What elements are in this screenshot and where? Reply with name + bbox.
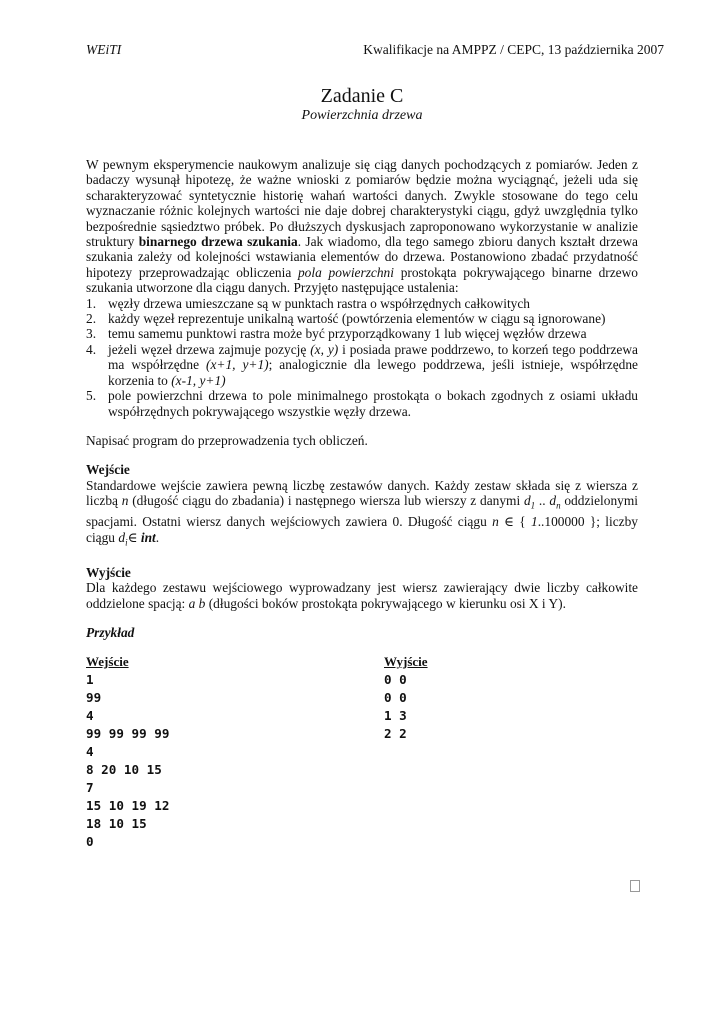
intro-bold-term: binarnego drzewa szukania [138, 234, 298, 250]
range-start: 1 [530, 514, 538, 530]
example-input-line: 1 [86, 672, 94, 688]
spacer [86, 640, 638, 653]
input-text: ..100000 }; liczby ciągu [86, 514, 638, 545]
header-institution: WEiTI [86, 42, 122, 57]
example-input-line: 4 [86, 744, 94, 760]
spacer [86, 448, 638, 462]
intro-text-3: prostokąta pokrywającego binarne drzewo szukania utworzone dla ciągu danych. Przyjęto następujące ustalenia: [86, 264, 638, 296]
example-input-line: 4 [86, 708, 94, 724]
rule-coord: (x, y) [310, 341, 339, 357]
intro-italic-term: pola powierzchni [297, 264, 394, 280]
example-columns [86, 653, 638, 853]
example-input-heading: Wejście [86, 654, 129, 670]
rule-coord: (x-1, y+1) [171, 372, 226, 388]
output-heading: Wyjście [86, 564, 131, 580]
var-d: d [523, 493, 531, 509]
rule-text: ; analogicznie dla lewego poddrzewa, jeśli istnieje, współrzędne korzenia to [108, 357, 638, 388]
problem-subtitle: Powierzchnia drzewa [301, 108, 423, 123]
var-d: d [118, 529, 126, 545]
output-text: (długości boków prostokąta pokrywającego w kierunku osi X i Y). [205, 595, 566, 611]
rule-item [86, 388, 638, 419]
input-heading: Wejście [86, 462, 130, 478]
example-output-column [384, 653, 428, 743]
rule-coord: (x+1, y+1) [206, 357, 269, 373]
rule-text: jeżeli węzeł drzewa zajmuje pozycję [108, 341, 311, 357]
example-output-line: 2 2 [384, 726, 407, 742]
example-output-heading: Wyjście [384, 654, 428, 670]
rule-item [86, 296, 638, 311]
rule-number: 5. [86, 388, 97, 404]
example-input-line: 99 99 99 99 [86, 726, 170, 742]
spacer [86, 419, 638, 433]
rules-list [86, 296, 638, 419]
input-text: Standardowe wejście zawiera pewną liczbę zestawów danych. Każdy zestaw składa się z wiersza z liczbą [86, 477, 638, 509]
output-description [86, 580, 638, 611]
var-sub: i [125, 537, 128, 548]
example-input-line: 15 10 19 12 [86, 798, 170, 814]
rule-number: 2. [86, 311, 97, 327]
intro-text-1: W pewnym eksperymencie naukowym analizuje się ciąg danych pochodzących z pomiarów. Jeden z badaczy wysunął hipotezę, że ważne wnioski z pomiarów będzie można wyciągnąć, jeżeli uda się scharakteryzować syntetycznie historię wahań wartości danych. Zwykle stosowane do tego celu wyznaczanie różnic kolejnych wartości nie daje dobrej charakterystyki ciągu, gdyż uwzględnia tylko bezpośrednie sąsiedztwo próbek. Po dłuższych dyskusjach zaproponowano wykorzystanie w analizie struktury [86, 157, 638, 250]
example-input-line: 8 20 10 15 [86, 762, 162, 778]
problem-body [86, 157, 638, 853]
input-text: oddzielonymi spacjami. Ostatni wiersz danych wejściowych zawiera 0. Długość ciągu [86, 493, 638, 530]
example-output-line: 1 3 [384, 708, 407, 724]
example-input-line: 99 [86, 690, 102, 706]
example-input-line: 0 [86, 834, 94, 850]
spacer [86, 551, 638, 565]
task-statement: Napisać program do przeprowadzenia tych obliczeń. [86, 432, 368, 448]
example-input-line: 18 10 15 [86, 816, 147, 832]
intro-paragraph [86, 157, 638, 296]
rule-item [86, 342, 638, 388]
output-text: Dla każdego zestawu wejściowego wyprowadzany jest wiersz zawierający dwie liczby całkowite oddzielone spacją: [86, 580, 638, 611]
var-n: n [492, 514, 499, 530]
rule-number: 1. [86, 295, 97, 311]
var-sub: 1 [530, 500, 536, 511]
example-output-line: 0 0 [384, 690, 407, 706]
header-event-date: Kwalifikacje na AMPPZ / CEPC, 13 października 2007 [363, 42, 664, 57]
rule-text: temu samemu punktowi rastra może być przyporządkowany 1 lub więcej węzłów drzewa [108, 326, 587, 342]
rule-item [86, 326, 638, 341]
rule-text: każdy węzeł reprezentuje unikalną wartość (powtórzenia elementów w ciągu są ignorowane) [108, 311, 606, 327]
page-marker-icon [630, 880, 640, 892]
rule-text: węzły drzewa umieszczane są w punktach rastra o współrzędnych całkowitych [108, 295, 531, 311]
problem-title: Zadanie C [320, 85, 404, 107]
example-input-line: 7 [86, 780, 94, 796]
input-text: ∈ [127, 529, 141, 545]
rule-item [86, 311, 638, 326]
example-output-line: 0 0 [384, 672, 407, 688]
example-input-column [86, 653, 169, 851]
type-int: int [140, 529, 156, 545]
spacer [86, 611, 638, 625]
rule-text: i posiada prawe poddrzewo, to korzeń tego poddrzewa ma współrzędne [108, 341, 638, 373]
input-text: (długość ciągu do zbadania) i następnego wiersza lub wierszy z danymi [128, 493, 524, 509]
var-n: n [121, 493, 129, 509]
rule-number: 3. [86, 326, 97, 342]
input-text: ∈ { [498, 514, 531, 530]
var-sub: n [556, 500, 561, 511]
vars-a-b: a b [188, 595, 206, 611]
input-text: .. [535, 493, 550, 509]
intro-text-2: . Jak wiadomo, dla tego samego zbioru danych kształt drzewa szukania zależy od kolejności wstawiania elementów do drzewa. Postanowiono zbadać przydatność hipotezy przeprowadzając obliczenia [86, 234, 638, 280]
var-d: d [549, 493, 557, 509]
input-description [86, 478, 638, 551]
input-text: . [155, 529, 160, 545]
rule-number: 4. [86, 341, 97, 357]
rule-text: pole powierzchni drzewa to pole minimalnego prostokąta o bokach zgodnych z osiami układu współrzędnych pokrywającego wszystkie węzły drzewa. [108, 388, 638, 419]
example-heading: Przykład [86, 624, 135, 640]
